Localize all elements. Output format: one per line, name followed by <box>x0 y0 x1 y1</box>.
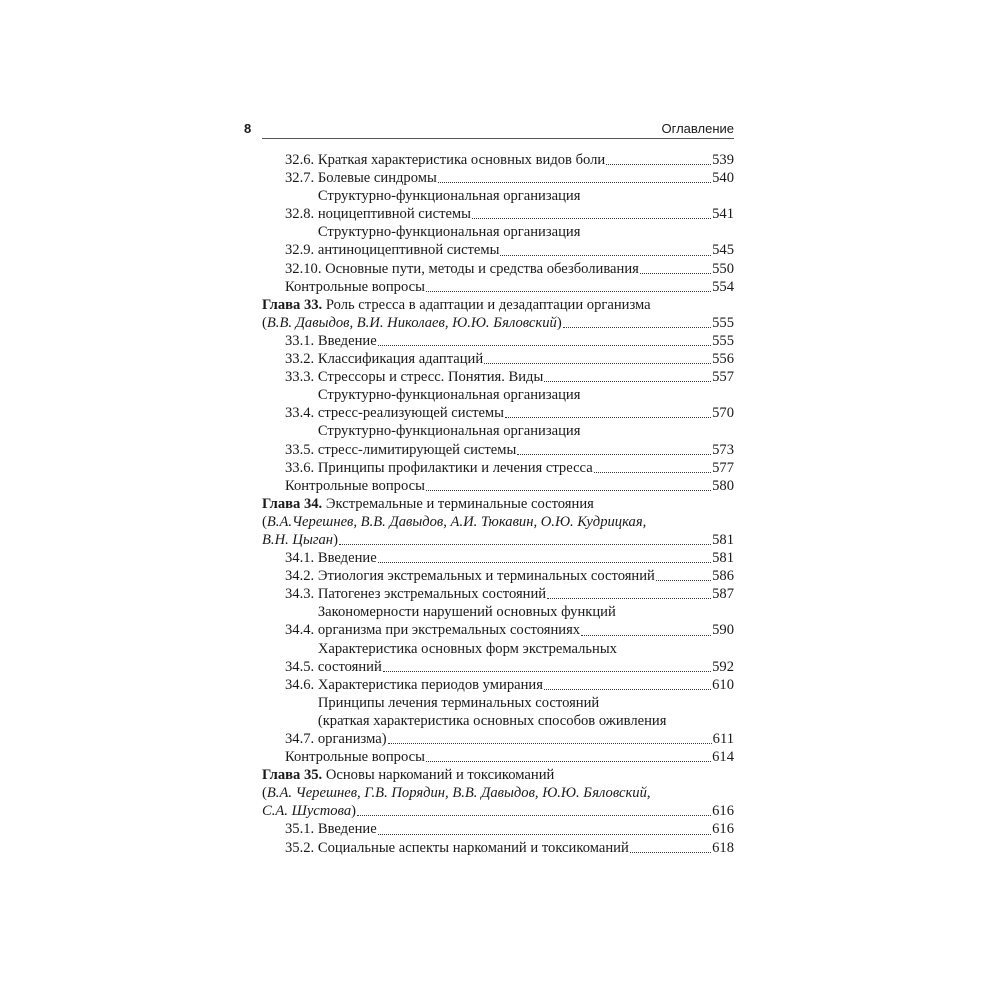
toc-section-entry <box>262 549 734 567</box>
chapter-authors: (В.А. Черешнев, Г.В. Порядин, В.В. Давыдов, Ю.Ю. Бяловский, <box>262 785 651 802</box>
toc-line <box>318 459 734 477</box>
toc-line <box>318 350 734 368</box>
table-of-contents <box>262 139 734 857</box>
section-number: 34.7. <box>285 731 318 747</box>
dot-leader <box>426 760 711 762</box>
section-title: Характеристика основных форм экстремальных <box>317 640 617 657</box>
section-number: 33.2. <box>285 351 318 368</box>
toc-section-entry <box>262 585 734 603</box>
page-ref: 555 <box>712 332 734 349</box>
section-title: Социальные аспекты наркоманий и токсикоманий <box>317 839 629 856</box>
section-number: 35.2. <box>285 839 318 856</box>
toc-entry-body <box>285 748 734 766</box>
toc-line <box>318 820 734 838</box>
toc-line <box>318 567 734 585</box>
chapter-title <box>262 296 651 314</box>
author-list: В.А. Черешнев, Г.В. Порядин, В.В. Давыдов, Ю.Ю. Бяловский, <box>266 785 651 802</box>
toc-line <box>318 332 734 350</box>
dot-leader <box>472 217 711 219</box>
toc-line <box>285 278 734 296</box>
dot-leader <box>547 597 711 599</box>
section-title: состояний <box>317 658 382 675</box>
section-title: (краткая характеристика основных способов оживления <box>317 712 667 729</box>
page-ref: 611 <box>712 731 734 747</box>
toc-entry-body <box>318 459 734 477</box>
toc-entry-body <box>318 585 734 603</box>
toc-section-entry <box>262 169 734 187</box>
dot-leader <box>640 272 711 274</box>
toc-line <box>318 658 734 676</box>
toc-section-entry <box>262 350 734 368</box>
section-number: 35.1. <box>285 821 318 838</box>
section-title: антиноцицептивной системы <box>317 242 500 259</box>
toc-entry-body <box>318 223 734 259</box>
toc-section-entry <box>262 748 734 766</box>
dot-leader <box>544 380 711 382</box>
chapter-label: Глава 33. <box>262 296 323 313</box>
section-title: стресс-лимитирующей системы <box>317 441 517 458</box>
dot-leader <box>517 453 711 455</box>
section-title: Контрольные вопросы <box>285 749 425 766</box>
toc-entry-body <box>285 278 734 296</box>
dot-leader <box>500 254 711 256</box>
page-ref: 616 <box>712 803 734 820</box>
chapter-label: Глава 35. <box>262 767 323 784</box>
toc-section-entry <box>262 386 734 422</box>
page-number: 8 <box>244 121 252 136</box>
page-ref: 545 <box>712 242 734 259</box>
section-title: стресс-реализующей системы <box>317 405 504 422</box>
section-title: Стрессоры и стресс. Понятия. Виды <box>317 369 544 386</box>
page-ref: 616 <box>712 821 734 838</box>
toc-section-entry <box>262 820 734 838</box>
toc-entry-body <box>318 640 734 676</box>
book-page <box>244 118 734 857</box>
toc-entry-body <box>318 386 734 422</box>
toc-line <box>318 621 734 639</box>
toc-line <box>318 368 734 386</box>
page-ref: 550 <box>712 260 734 277</box>
toc-line <box>318 585 734 603</box>
dot-leader <box>594 471 711 473</box>
toc-chapter-entry <box>262 766 734 820</box>
running-title: Оглавление <box>661 121 734 136</box>
section-title: Этиология экстремальных и терминальных состояний <box>317 568 655 585</box>
toc-line <box>318 730 734 748</box>
dot-leader <box>378 344 711 346</box>
toc-entry-body <box>318 169 734 187</box>
toc-section-entry <box>262 187 734 223</box>
toc-entry-body <box>318 350 734 368</box>
toc-line <box>318 404 734 422</box>
toc-entry-body <box>325 260 734 278</box>
toc-line <box>262 513 734 531</box>
page-ref: 557 <box>712 369 734 386</box>
section-title: Структурно-функциональная организация <box>317 387 581 404</box>
toc-section-entry <box>262 368 734 386</box>
toc-section-entry <box>262 839 734 857</box>
toc-line <box>325 260 734 278</box>
section-number: 33.6. <box>285 459 318 476</box>
toc-entry-body <box>262 766 734 820</box>
page-ref: 554 <box>712 278 734 295</box>
toc-line <box>318 205 734 223</box>
toc-entry-body <box>318 368 734 386</box>
toc-entry-body <box>318 187 734 223</box>
section-title: Принципы профилактики и лечения стресса <box>317 459 593 476</box>
toc-line <box>262 495 734 513</box>
toc-section-entry <box>262 151 734 169</box>
chapter-authors: В.Н. Цыган) <box>262 531 338 548</box>
toc-line <box>318 241 734 259</box>
section-title: организма при экстремальных состояниях <box>317 622 581 639</box>
page-ref: 540 <box>712 170 734 187</box>
dot-leader <box>438 181 711 183</box>
toc-section-entry <box>262 477 734 495</box>
chapter-title-text: Основы наркоманий и токсикоманий <box>325 767 555 784</box>
dot-leader <box>378 561 711 563</box>
page-ref: 614 <box>712 749 734 766</box>
toc-entry-body <box>318 694 734 748</box>
toc-line <box>262 314 734 332</box>
section-title: Введение <box>317 821 377 838</box>
section-number: 32.8. <box>285 206 318 223</box>
author-list: В.А.Черешнев, В.В. Давыдов, А.И. Тюкавин, О.Ю. Кудрицкая, <box>266 513 647 530</box>
toc-entry-body <box>318 676 734 694</box>
section-title: Характеристика периодов умирания <box>317 676 543 693</box>
section-title: Краткая характеристика основных видов боли <box>317 152 606 168</box>
page-ref: 587 <box>712 586 734 603</box>
toc-entry-body <box>318 549 734 567</box>
chapter-title-text: Экстремальные и терминальные состояния <box>325 495 594 512</box>
page-ref: 618 <box>712 839 734 856</box>
toc-section-entry <box>262 640 734 676</box>
section-number: 33.5. <box>285 441 318 458</box>
page-ref: 581 <box>712 550 734 567</box>
dot-leader <box>505 416 711 418</box>
page-ref: 573 <box>712 441 734 458</box>
author-list: В.Н. Цыган <box>262 531 334 548</box>
toc-section-entry <box>262 603 734 639</box>
section-number: 34.6. <box>285 676 318 693</box>
page-ref: 541 <box>712 206 734 223</box>
toc-entry-body <box>318 567 734 585</box>
toc-line <box>318 187 734 205</box>
toc-line <box>318 151 734 169</box>
running-header <box>244 118 734 139</box>
section-number: 32.7. <box>285 170 318 187</box>
toc-entry-body <box>318 151 734 169</box>
dot-leader <box>581 634 711 636</box>
chapter-label: Глава 34. <box>262 495 323 512</box>
dot-leader <box>630 851 711 853</box>
toc-line <box>318 712 734 730</box>
chapter-title-text: Роль стресса в адаптации и дезадаптации организма <box>325 296 651 313</box>
section-number: 32.6. <box>285 152 318 168</box>
section-title: ноцицептивной системы <box>317 206 471 223</box>
dot-leader <box>388 742 712 744</box>
toc-line <box>285 748 734 766</box>
section-number: 33.4. <box>285 405 318 422</box>
dot-leader <box>383 670 711 672</box>
page-ref: 586 <box>712 568 734 585</box>
dot-leader <box>378 833 711 835</box>
toc-chapter-entry <box>262 495 734 549</box>
toc-line <box>262 296 734 314</box>
toc-line <box>318 223 734 241</box>
dot-leader <box>339 543 711 545</box>
section-title: Классификация адаптаций <box>317 351 484 368</box>
toc-line <box>262 766 734 784</box>
toc-section-entry <box>262 260 734 278</box>
toc-entry-body <box>262 495 734 549</box>
toc-entry-body <box>318 332 734 350</box>
section-title: Контрольные вопросы <box>285 477 425 494</box>
section-title: Закономерности нарушений основных функций <box>317 604 616 621</box>
chapter-title <box>262 766 554 784</box>
toc-section-entry <box>262 332 734 350</box>
toc-line <box>318 603 734 621</box>
section-number: 34.1. <box>285 550 318 567</box>
page-ref: 580 <box>712 477 734 494</box>
toc-line <box>318 839 734 857</box>
section-title: Структурно-функциональная организация <box>317 188 581 205</box>
toc-line <box>318 386 734 404</box>
toc-line <box>262 802 734 820</box>
section-title: Патогенез экстремальных состояний <box>317 586 547 603</box>
toc-section-entry <box>262 223 734 259</box>
toc-line <box>285 477 734 495</box>
toc-line <box>318 640 734 658</box>
toc-section-entry <box>262 459 734 477</box>
toc-line <box>318 694 734 712</box>
toc-section-entry <box>262 676 734 694</box>
section-number: 32.10. <box>285 260 326 277</box>
author-list: В.В. Давыдов, В.И. Николаев, Ю.Ю. Бяловский <box>266 314 557 331</box>
chapter-title <box>262 495 594 513</box>
section-number: 33.1. <box>285 332 318 349</box>
page-ref: 590 <box>712 622 734 639</box>
page-ref: 555 <box>712 314 734 331</box>
section-title: Принципы лечения терминальных состояний <box>317 694 600 711</box>
page-ref: 592 <box>712 658 734 675</box>
section-title: Болевые синдромы <box>317 170 437 187</box>
page-ref: 570 <box>712 405 734 422</box>
page-ref: 539 <box>712 152 734 168</box>
dot-leader <box>563 326 711 328</box>
section-title: Контрольные вопросы <box>285 278 425 295</box>
toc-line <box>318 549 734 567</box>
section-title: Основные пути, методы и средства обезболивания <box>325 260 639 277</box>
dot-leader <box>544 688 711 690</box>
toc-entry-body <box>318 839 734 857</box>
toc-chapter-entry <box>262 296 734 332</box>
dot-leader <box>426 489 711 491</box>
toc-entry-body <box>318 603 734 639</box>
page-ref: 581 <box>712 531 734 548</box>
toc-section-entry <box>262 567 734 585</box>
toc-section-entry <box>262 694 734 748</box>
section-title: Введение <box>317 550 377 567</box>
section-title: Структурно-функциональная организация <box>317 423 581 440</box>
toc-line <box>262 531 734 549</box>
author-list: С.А. Шустова <box>262 803 352 820</box>
section-number: 34.5. <box>285 658 318 675</box>
section-title: Структурно-функциональная организация <box>317 224 581 241</box>
chapter-authors: (В.В. Давыдов, В.И. Николаев, Ю.Ю. Бяловский) <box>262 314 562 331</box>
section-title: Введение <box>317 332 377 349</box>
section-number: 34.2. <box>285 568 318 585</box>
section-number: 33.3. <box>285 369 318 386</box>
dot-leader <box>606 163 711 165</box>
toc-line <box>262 784 734 802</box>
chapter-authors: С.А. Шустова) <box>262 803 357 820</box>
page-ref: 556 <box>712 351 734 368</box>
page-ref: 577 <box>712 459 734 476</box>
toc-line <box>318 422 734 440</box>
toc-entry-body <box>318 422 734 458</box>
toc-line <box>318 676 734 694</box>
section-title: организма) <box>317 731 387 747</box>
dot-leader <box>484 362 711 364</box>
section-number: 34.4. <box>285 622 318 639</box>
toc-entry-body <box>318 820 734 838</box>
toc-line <box>318 441 734 459</box>
section-number: 32.9. <box>285 242 318 259</box>
chapter-authors: (В.А.Черешнев, В.В. Давыдов, А.И. Тюкавин, О.Ю. Кудрицкая, <box>262 513 647 530</box>
dot-leader <box>426 290 711 292</box>
dot-leader <box>357 814 711 816</box>
toc-entry-body <box>262 296 734 332</box>
toc-section-entry <box>262 422 734 458</box>
toc-line <box>318 169 734 187</box>
dot-leader <box>656 579 711 581</box>
toc-entry-body <box>285 477 734 495</box>
toc-section-entry <box>262 278 734 296</box>
page-ref: 610 <box>712 676 734 693</box>
section-number: 34.3. <box>285 586 318 603</box>
